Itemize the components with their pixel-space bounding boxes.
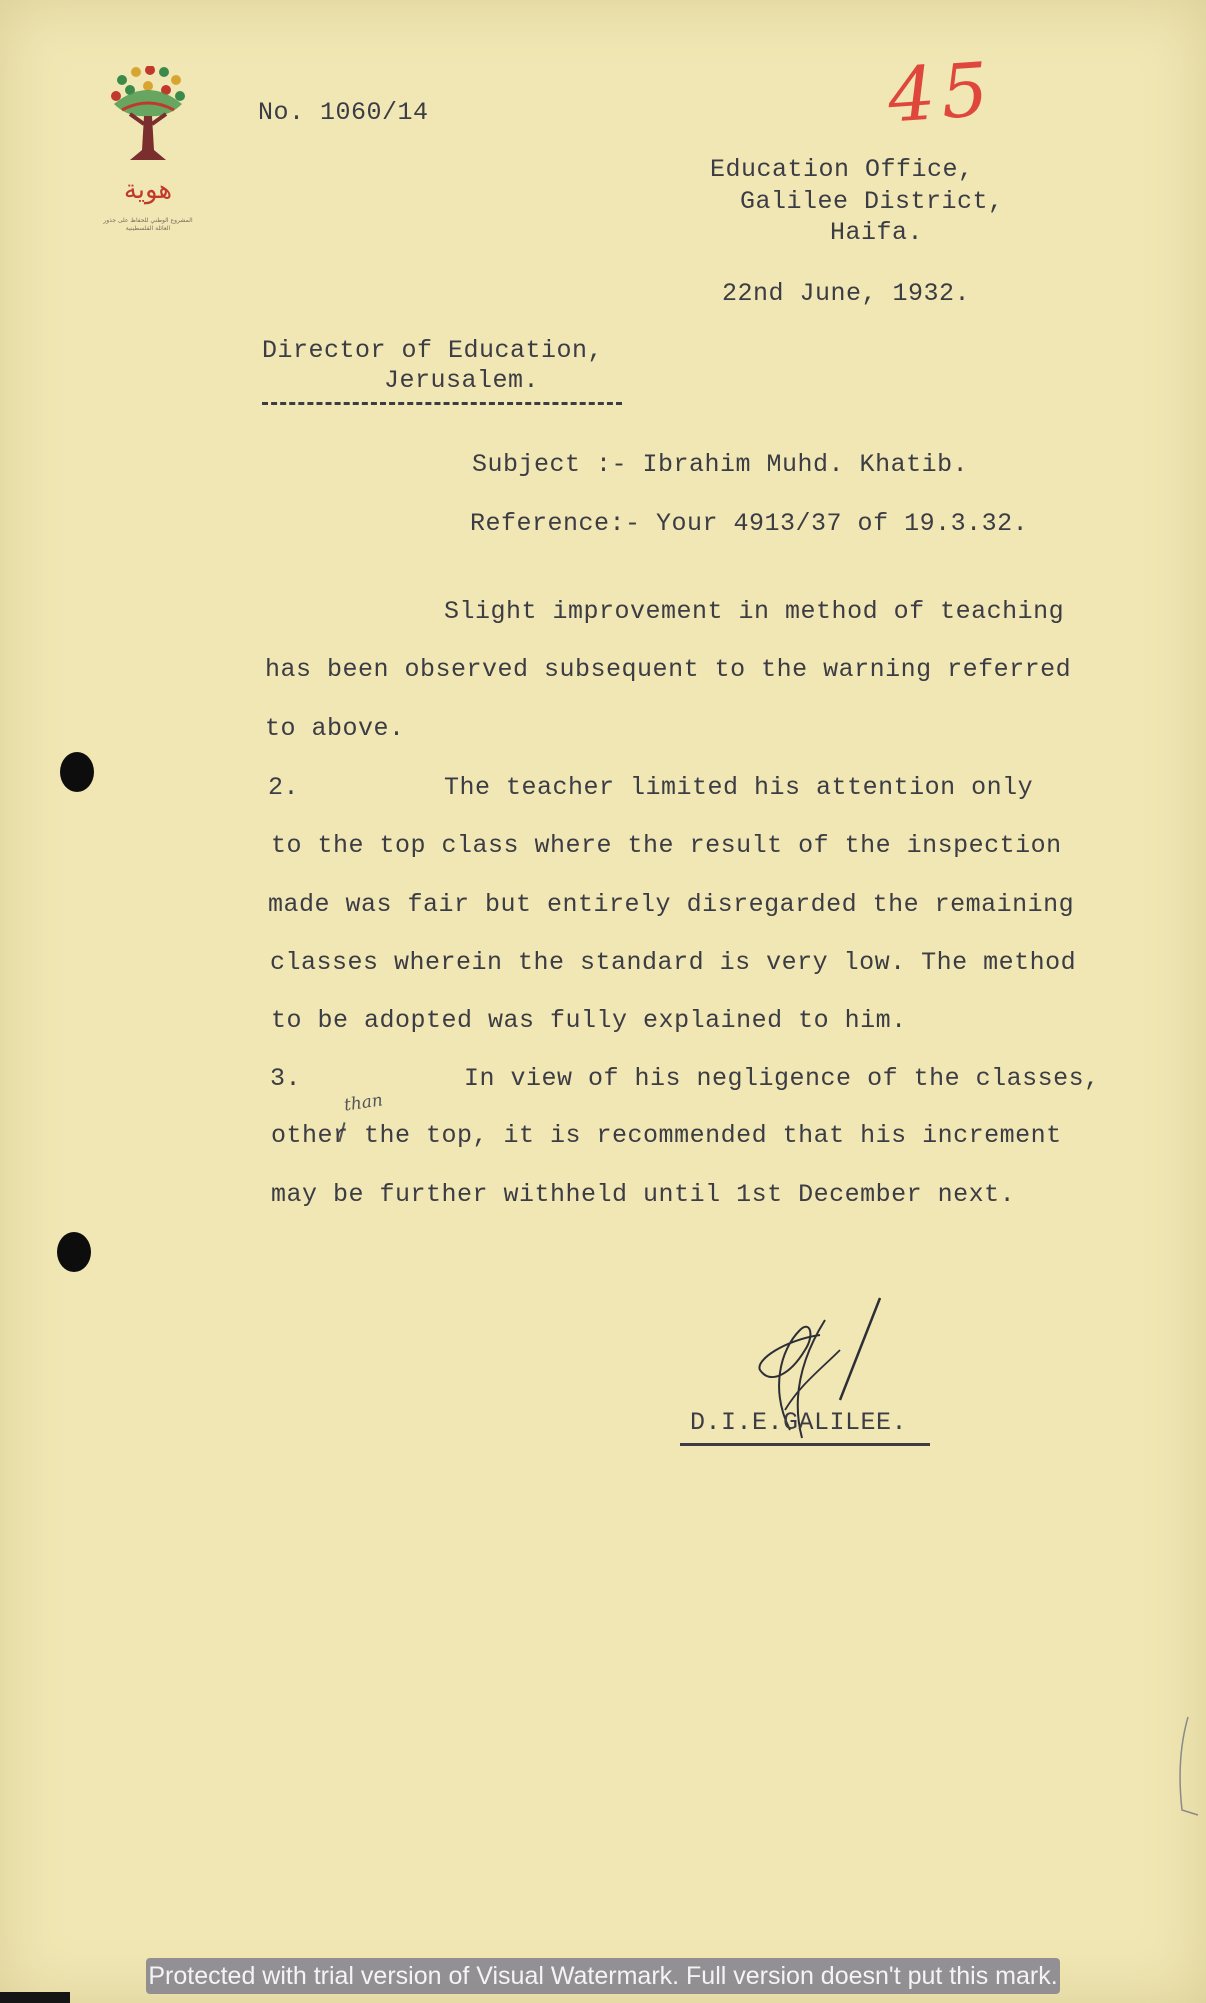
sender-address-line-2: Galilee District, (740, 187, 1004, 216)
subject-line: Subject :- Ibrahim Muhd. Khatib. (472, 450, 969, 479)
para3-line-1: In view of his negligence of the classes, (464, 1064, 1100, 1093)
punch-hole-upper (60, 752, 94, 792)
recipient-underline (262, 402, 622, 405)
para1-line-1: Slight improvement in method of teaching (444, 597, 1065, 626)
sender-address-line-3: Haifa. (830, 218, 924, 247)
handwritten-insertion: than (342, 1090, 385, 1116)
para2-line-5: to be adopted was fully explained to him. (271, 1006, 907, 1035)
para2-line-4: classes wherein the standard is very low. The method (270, 948, 1077, 977)
para2-line-2: to the top class where the result of the inspection (271, 831, 1062, 860)
scan-edge (0, 1992, 70, 2003)
tree-of-people-logo-icon (108, 66, 188, 236)
para3-number: 3. (270, 1064, 302, 1093)
watermark-banner: Protected with trial version of Visual Watermark. Full version doesn't put this mark. (146, 1958, 1060, 1994)
para2-line-1: The teacher limited his attention only (444, 773, 1034, 802)
para2-number: 2. (268, 773, 300, 802)
para2-line-3: made was fair but entirely disregarded the remaining (268, 890, 1075, 919)
para1-line-2: has been observed subsequent to the warning referred (265, 655, 1072, 684)
recipient-line-2: Jerusalem. (384, 366, 540, 395)
edge-pencil-mark (1170, 1715, 1200, 1825)
para3-line-2: other the top, it is recommended that his increment (271, 1121, 1062, 1150)
recipient-line-1: Director of Education, (262, 336, 604, 365)
signatory-underline (680, 1443, 930, 1446)
para1-line-3: to above. (265, 714, 405, 743)
reference-line: Reference:- Your 4913/37 of 19.3.32. (470, 509, 1029, 538)
letter-date: 22nd June, 1932. (722, 279, 971, 308)
folio-number: 45 (885, 46, 998, 140)
logo-caption: المشروع الوطني للحفاظ على جذور العائلة الفلسطينية (103, 217, 193, 232)
signatory-title: D.I.E.GALILEE. (690, 1408, 908, 1437)
sender-address-line-1: Education Office, (710, 155, 974, 184)
reference-number: No. 1060/14 (258, 98, 429, 127)
punch-hole-lower (57, 1232, 91, 1272)
para3-line-3: may be further withheld until 1st December next. (271, 1180, 1016, 1209)
logo-arabic-word: هوية (123, 175, 173, 205)
